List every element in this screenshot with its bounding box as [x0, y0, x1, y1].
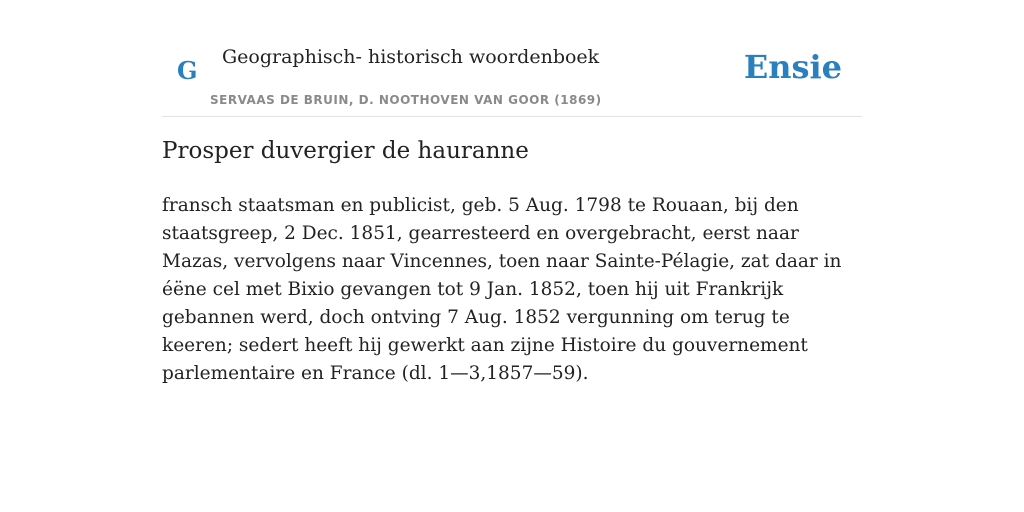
book-meta: SERVAAS DE BRUIN, D. NOOTHOVEN VAN GOOR (1869) [210, 93, 602, 107]
book-title-link[interactable]: Geographisch- historisch woordenboek [222, 46, 600, 68]
book-letter-icon[interactable]: G [177, 56, 198, 85]
entry-title: Prosper duvergier de hauranne [162, 138, 529, 164]
ensie-logo-link[interactable]: Ensie [743, 48, 842, 86]
entry-body: fransch staatsman en publicist, geb. 5 Aug. 1798 te Rouaan, bij den staatsgreep, 2 Dec. 1851, gearresteerd en overgebracht, eerst naar Mazas, vervolgens naar Vincennes, toen naar Sainte-Pélagie, zat daar in éëne cel met Bixio gevangen tot 9 Jan. 1852, toen hij uit Frankrijk gebannen werd, doch ontving 7 Aug. 1852 vergunning om terug te keeren; sedert heeft hij gewerkt aan zijne Histoire du gouvernement parlementaire en France (dl. 1—3,1857—59). [162, 195, 842, 384]
book-header [162, 34, 862, 117]
